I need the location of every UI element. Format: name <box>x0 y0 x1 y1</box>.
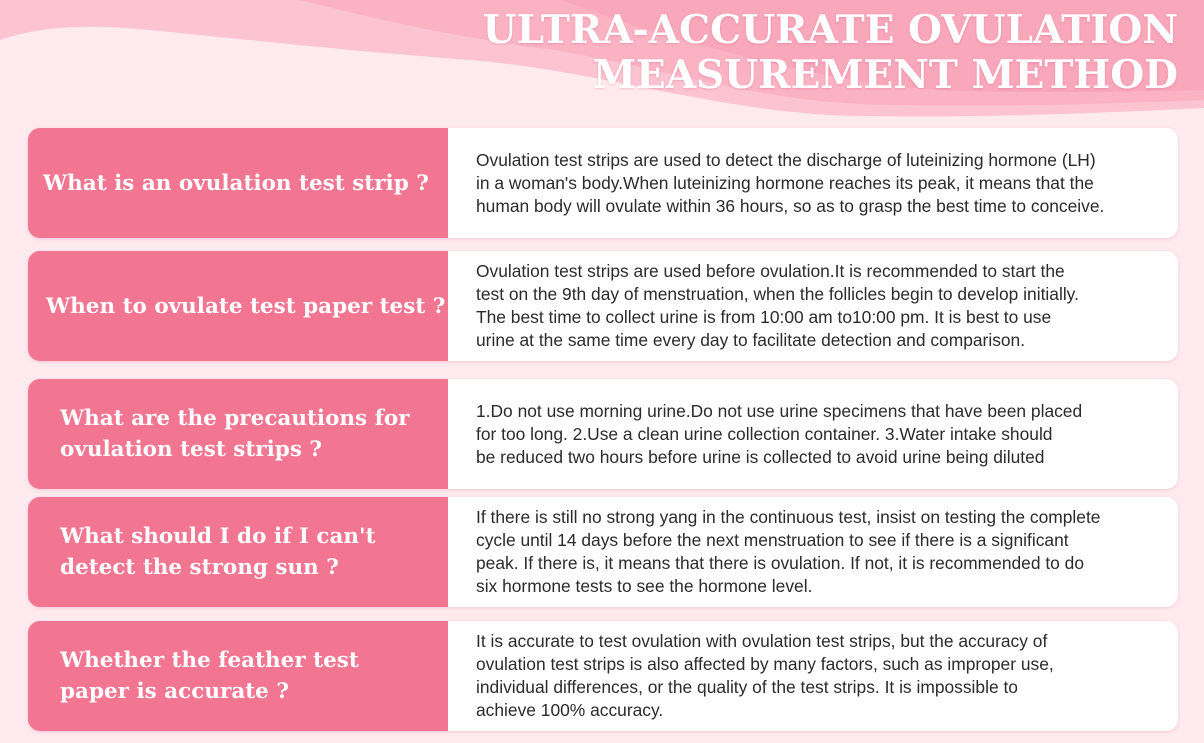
faq-question-cell <box>28 497 448 607</box>
faq-answer-cell <box>448 621 1178 731</box>
faq-row-1 <box>28 128 1178 238</box>
faq-answer: Ovulation test strips are used to detect the discharge of luteinizing hormone (LH) in a woman's body.When luteinizing hormone reaches its peak, it means that the human body will ovulate within 36 hours, so as to grasp the best time to conceive. <box>476 149 1105 216</box>
faq-answer-cell <box>448 379 1178 489</box>
faq-row-4 <box>28 497 1178 607</box>
faq-question: What is an ovulation test strip ? <box>43 170 429 196</box>
faq-question: When to ovulate test paper test ? <box>46 293 446 319</box>
faq-row-2 <box>28 251 1178 361</box>
faq-answer: 1.Do not use morning urine.Do not use urine specimens that have been placed for too long. 2.Use a clean urine collection container. 3.Water intake should be reduced two hours before urine is collected to avoid urine being diluted <box>476 400 1083 467</box>
faq-answer-cell <box>448 251 1178 361</box>
faq-answer-cell <box>448 497 1178 607</box>
faq-question-cell <box>28 128 448 238</box>
faq-answer: It is accurate to test ovulation with ovulation test strips, but the accuracy of ovulation test strips is also affected by many factors, such as improper use, individual differences, or the quality of the test strips. It is impossible to achieve 100% accuracy. <box>476 631 1054 720</box>
faq-question-cell <box>28 251 448 361</box>
faq-question: Whether the feather test paper is accurate ? <box>60 648 359 704</box>
faq-question: What should I do if I can't detect the strong sun ? <box>60 524 376 580</box>
faq-question: What are the precautions for ovulation test strips ? <box>60 406 410 462</box>
faq-row-5 <box>28 621 1178 731</box>
page-title-line-2: MEASUREMENT METHOD <box>592 52 1178 98</box>
faq-question-cell <box>28 379 448 489</box>
faq-row-3 <box>28 379 1178 489</box>
page-title <box>483 8 1178 98</box>
faq-answer: Ovulation test strips are used before ovulation.It is recommended to start the test on the 9th day of menstruation, when the follicles begin to develop initially. The best time to collect urine is from 10:00 am to10:00 pm. It is best to use urine at the same time every day to facilitate detection and comparison. <box>476 261 1079 350</box>
faq-answer-cell <box>448 128 1178 238</box>
page-title-line-1: ULTRA-ACCURATE OVULATION <box>482 7 1178 53</box>
faq-question-cell <box>28 621 448 731</box>
faq-answer: If there is still no strong yang in the continuous test, insist on testing the complete cycle until 14 days before the next menstruation to see if there is a significant peak. If there is, it means that there is ovulation. If not, it is recommended to do six hormone tests to see the hormone level. <box>476 507 1101 596</box>
